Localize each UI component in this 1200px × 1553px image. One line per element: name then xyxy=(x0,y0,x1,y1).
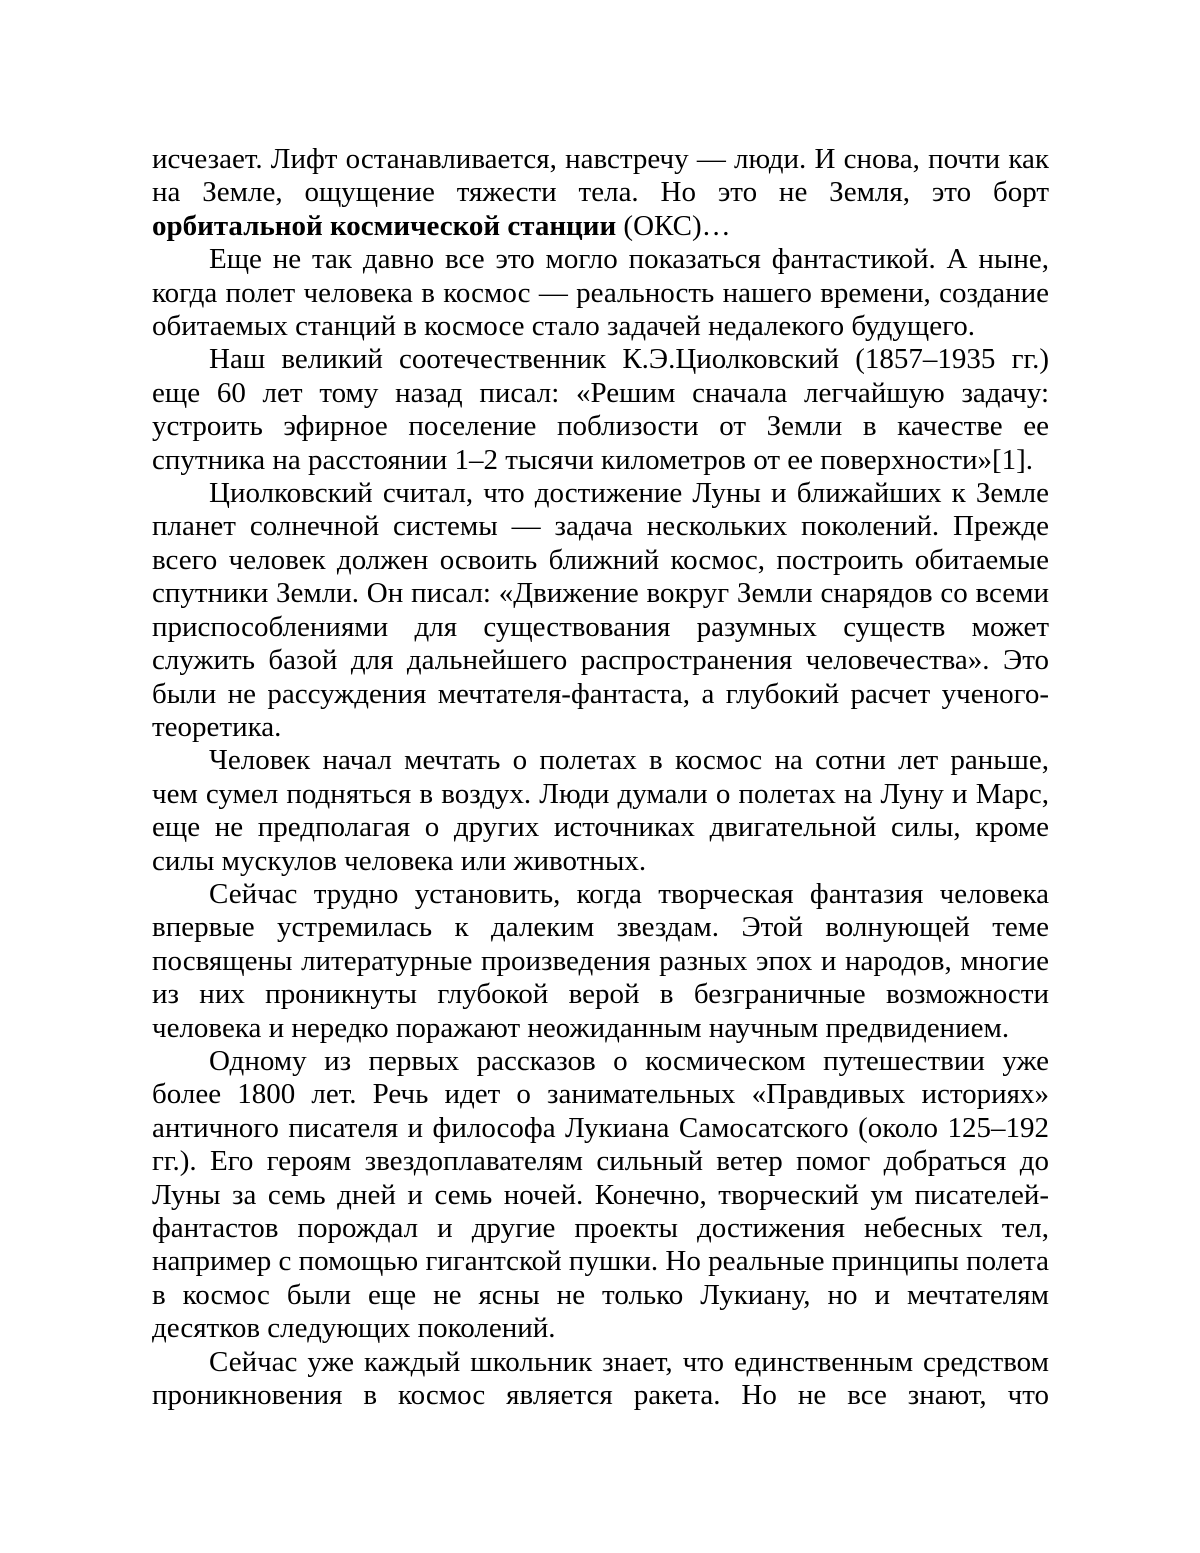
paragraph-5: Человек начал мечтать о полетах в космос на сотни лет раньше, чем сумел подняться в воздух. Люди думали о полетах на Луну и Марс, еще не предполагая о других источниках двигательной силы, кроме силы мускулов человека или животных. xyxy=(152,744,1049,877)
paragraph-1-tail: (ОКС)… xyxy=(616,209,731,242)
paragraph-4: Циолковский считал, что достижение Луны и ближайших к Земле планет солнечной системы — задача нескольких поколений. Прежде всего человек должен освоить ближний космос, построить обитаемые спутники Земли. Он писал: «Движение вокруг Земли снарядов со всеми приспособлениями для существования разумных существ может служить базой для дальнейшего распространения человечества». Это были не рассуждения мечтателя-фантаста, а глубокий расчет ученого-теоретика. xyxy=(152,477,1049,743)
paragraph-1-text: исчезает. Лифт останавливается, навстречу — люди. И снова, почти как на Земле, ощущение тяжести тела. Но это не Земля, это борт xyxy=(152,143,1049,209)
paragraph-2: Еще не так давно все это могло показаться фантастикой. А ныне, когда полет человека в космос — реальность нашего времени, создание обитаемых станций в космосе стало задачей недалекого будущего. xyxy=(152,243,1049,343)
bold-term-ocs: орбитальной космической станции xyxy=(152,209,617,242)
paragraph-3: Наш великий соотечественник К.Э.Циолковский (1857–1935 гг.) еще 60 лет тому назад писал: «Решим сначала легчайшую задачу: устроить эфирное поселение поблизости от Земли в качестве ее спутника на расстоянии 1–2 тысячи километров от ее поверхности»[1]. xyxy=(152,343,1049,476)
paragraph-1 xyxy=(152,143,1049,243)
paragraph-8: Сейчас уже каждый школьник знает, что единственным средством проникновения в космос является ракета. Но не все знают, что xyxy=(152,1345,1049,1412)
paragraph-7: Одному из первых рассказов о космическом путешествии уже более 1800 лет. Речь идет о занимательных «Правдивых историях» античного писателя и философа Лукиана Самосатского (около 125–192 гг.). Его героям звездоплавателям сильный ветер помог добраться до Луны за семь дней и семь ночей. Конечно, творческий ум писателей-фантастов порождал и другие проекты достижения небесных тел, например с помощью гигантской пушки. Но реальные принципы полета в космос были еще не ясны не только Лукиану, но и мечтателям десятков следующих поколений. xyxy=(152,1044,1049,1345)
document-page xyxy=(152,143,1049,1412)
paragraph-6: Сейчас трудно установить, когда творческая фантазия человека впервые устремилась к далеким звездам. Этой волнующей теме посвящены литературные произведения разных эпох и народов, многие из них проникнуты глубокой верой в безграничные возможности человека и нередко поражают неожиданным научным предвидением. xyxy=(152,877,1049,1044)
